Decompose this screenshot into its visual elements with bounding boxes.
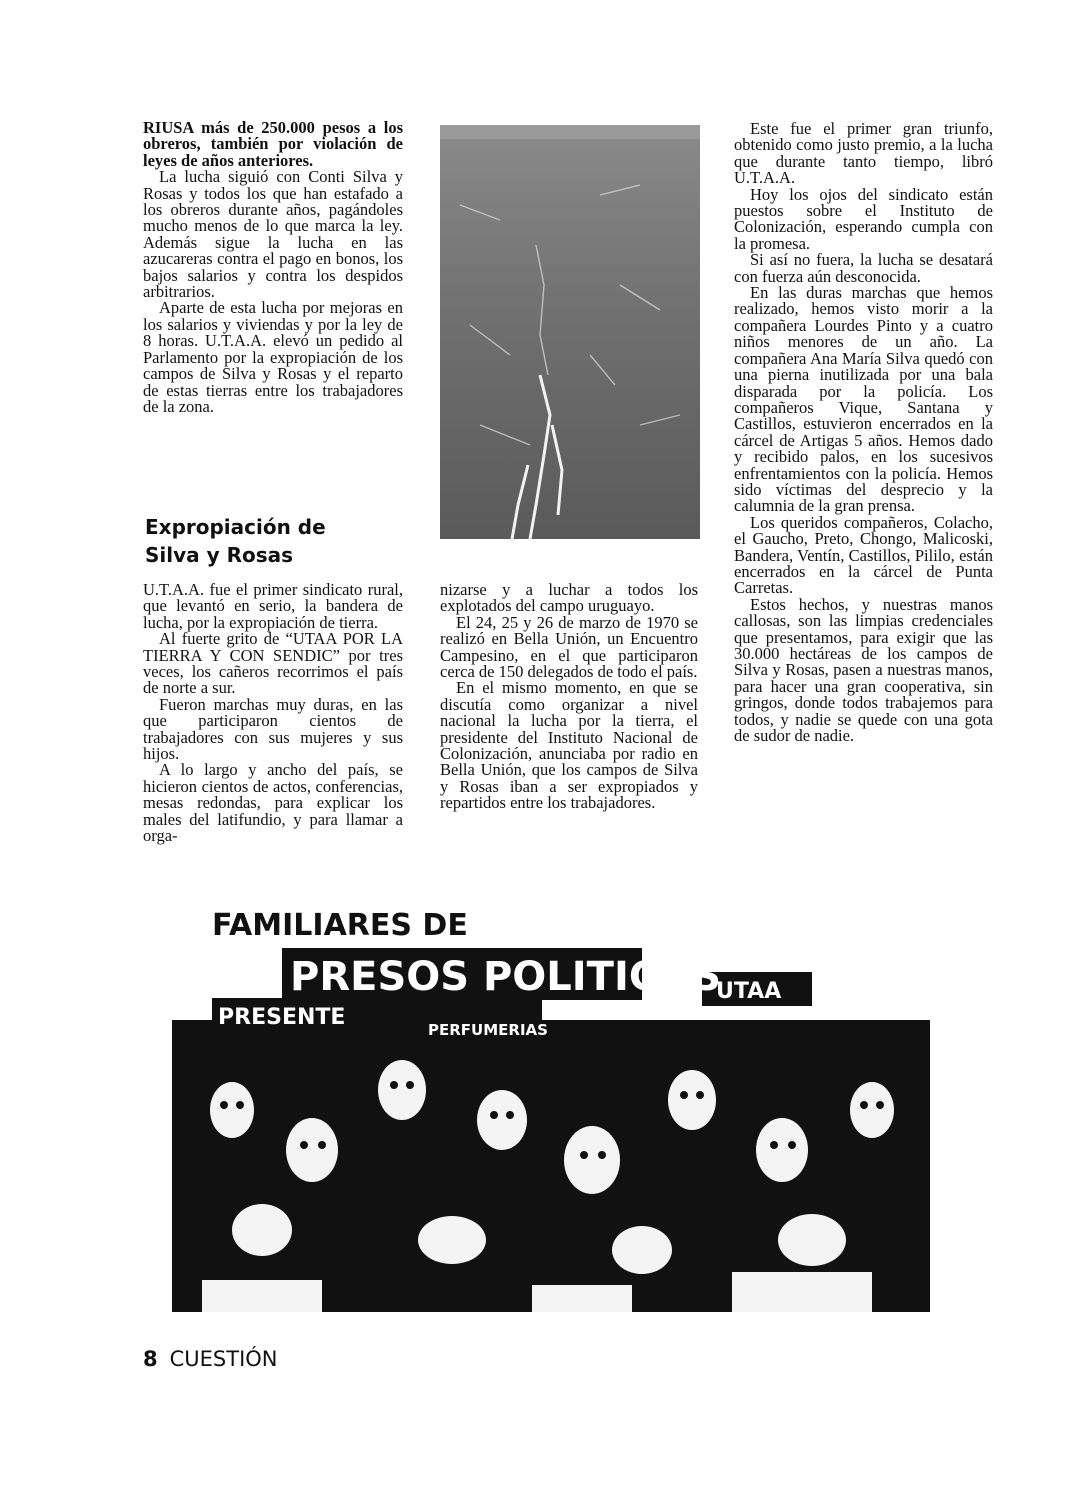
paragraph: En las duras marchas que hemos realizado, hemos visto morir a la compañera Lourdes Pinto y a cuatro niños menores de un año. La compañera Ana María Silva quedó con una pierna inutilizada por una bala disparada por la policía. Los compañeros Vique, Santana y Castillos, estuvieron encerrados en la cárcel de Artigas 5 años. Hemos dado y recibido palos, en los sucesivos enfrentamientos con la policía. Hemos sido víctimas del desprecio y la calumnia de la gran prensa. <box>734 283 993 516</box>
article-column-1-top <box>143 120 403 415</box>
field-photo <box>440 125 700 539</box>
paragraph: A lo largo y ancho del país, se hicieron cientos de actos, conferencias, mesas redondas, para explicar los males del latifundio, y para llamar a orga- <box>143 760 403 846</box>
paragraph <box>143 120 403 169</box>
paragraph: Estos hechos, y nuestras manos callosas, son las limpias credenciales que presentamos, para exigir que las 30.000 hectáreas de los campos de Silva y Rosas, pasen a nuestras manos, para hacer una gran cooperativa, sin gringos, donde todos trabajemos para todos, y nadie se quede con una gota de sudor de nadie. <box>734 594 993 746</box>
paragraph: Al fuerte grito de “UTAA POR LA TIERRA Y CON SENDIC” por tres veces, los cañeros recorrimos el país de norte a sur. <box>143 629 403 698</box>
paragraph: Fueron marchas muy duras, en las que participaron cientos de trabajadores con sus mujeres y sus hijos. <box>143 694 403 764</box>
paragraph: Los queridos compañeros, Colacho, el Gaucho, Preto, Chongo, Malicoski, Bandera, Ventín, Castillos, Pililo, están encerrados en la cárcel de Punta Carretas. <box>734 512 993 598</box>
article-column-1-bottom <box>143 582 403 845</box>
banner-presos-politicos: PRESOS POLITICOS <box>290 954 722 1000</box>
paragraph: Si así no fuera, la lucha se desatará con fuerza aún desconocida. <box>734 250 993 286</box>
paragraph: Aparte de esta lucha por mejoras en los salarios y viviendas y por la ley de 8 horas. U.T.A.A. elevó un pedido al Parlamento por la expropiación de los campos de Silva y Rosas y el reparto de estas tierras entre los trabajadores de la zona. <box>143 298 403 416</box>
paragraph: nizarse y a luchar a todos los explotados del campo uruguayo. <box>440 580 698 616</box>
paragraph: El 24, 25 y 26 de marzo de 1970 se realizó en Bella Unión, un Encuentro Campesino, en el que participaron cerca de 150 delegados de todo el país. <box>440 612 698 682</box>
article-column-2-bottom <box>440 582 698 812</box>
protest-photo-graphic <box>172 900 930 1312</box>
paragraph: En el mismo momento, en que se discutía como organizar a nivel nacional la lucha por la tierra, el presidente del Instituto Nacional de Colonización, anunciaba por radio en Bella Unión, que los campos de Silva y Rosas iban a ser expropiados y repartidos entre los trabajadores. <box>440 678 698 813</box>
paragraph-text: RIUSA más de 250.000 pesos a los obreros, también por violación de leyes de años anteriores. <box>143 118 403 170</box>
protest-photo <box>172 900 930 1312</box>
banner-perfumerias: PERFUMERIAS <box>428 1021 548 1039</box>
publication-name: CUESTIÓN <box>169 1347 278 1371</box>
banner-utaa: UTAA <box>716 979 782 1004</box>
banner-presente: PRESENTE <box>218 1005 346 1030</box>
paragraph: La lucha siguió con Conti Silva y Rosas y todos los que han estafado a los obreros durante años, pagándoles mucho menos de lo que marca la ley. Además sigue la lucha en las azucareras contra el pago en bonos, los bajos salarios y contra los despidos arbitrarios. <box>143 167 403 302</box>
page-number: 8 <box>143 1347 158 1371</box>
banner-handwritten: FAMILIARES DE <box>212 908 468 943</box>
article-column-3 <box>734 121 993 744</box>
paragraph: U.T.A.A. fue el primer sindicato rural, que levantó en serio, la bandera de lucha, por la expropiación de tierra. <box>143 580 403 632</box>
page-folio <box>143 1347 278 1371</box>
field-photo-graphic <box>440 125 700 539</box>
section-subhead: Expropiación de Silva y Rosas <box>145 515 326 567</box>
paragraph: Hoy los ojos del sindicato están puestos sobre el Instituto de Colonización, esperando cumpla con la promesa. <box>734 184 993 253</box>
paragraph: Este fue el primer gran triunfo, obtenido como justo premio, a la lucha que durante tanto tiempo, libró U.T.A.A. <box>734 119 993 188</box>
